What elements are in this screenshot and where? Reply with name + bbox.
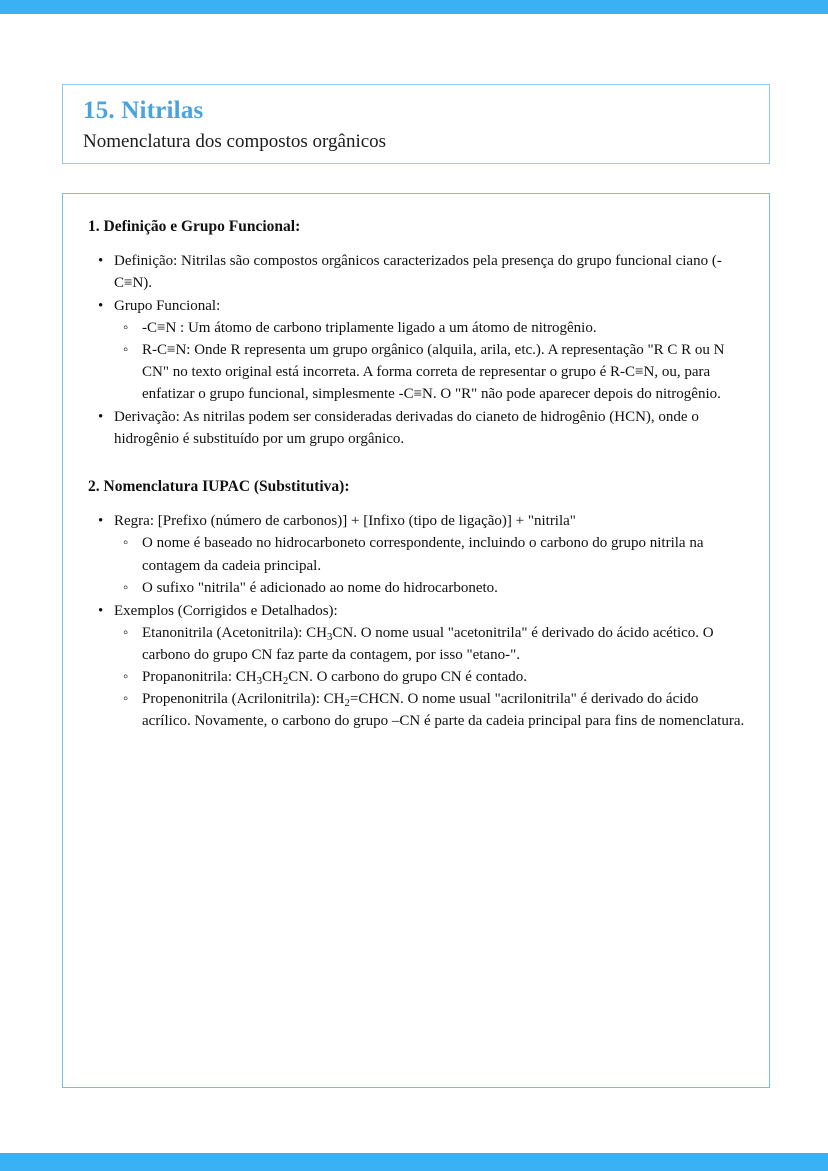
sub-list-item-text: ◦ Etanonitrila (Acetonitrila): $CH_3CN$. O nome usual "acetonitrila" é derivado do ácido acético. O carbono do grupo CN faz parte da contagem, por isso "etano-".: [142, 622, 747, 666]
list-item: [85, 406, 747, 450]
list-item: [85, 600, 747, 732]
list-item-text: • Derivação: As nitrilas podem ser consideradas derivadas do cianeto de hidrogênio (HCN), onde o hidrogênio é substituído por um grupo orgânico.: [114, 406, 747, 450]
sub-list-item: [114, 666, 747, 688]
sub-list-item: [114, 622, 747, 666]
bottom-accent-bar: [0, 1153, 828, 1171]
sub-list-item: [114, 577, 747, 599]
sub-bullet-list: [114, 622, 747, 732]
list-item: [85, 250, 747, 294]
sub-list-item-text: ◦ Propenonitrila (Acrilonitrila): $CH_2=CHCN$. O nome usual "acrilonitrila" é derivado do ácido acrílico. Novamente, o carbono do grupo –CN é parte da cadeia principal para fins de nomenclatura.: [142, 688, 747, 732]
sub-list-item: [114, 317, 747, 339]
list-item-text: • Regra: [Prefixo (número de carbonos)] + [Infixo (tipo de ligação)] + "nitrila": [114, 510, 747, 532]
bullet-list: [85, 510, 747, 731]
sections-container: [85, 218, 747, 732]
sub-list-item-text: ◦ R-C≡N: Onde R representa um grupo orgânico (alquila, arila, etc.). A representação "R C R ou N CN" no texto original está incorreta. A forma correta de representar o grupo é R-C≡N, ou, para enfatizar o grupo funcional, simplesmente -C≡N. O "R" não pode aparecer depois do nitrogênio.: [142, 339, 747, 405]
list-item-text: • Definição: Nitrilas são compostos orgânicos caracterizados pela presença do grupo funcional ciano (-C≡N).: [114, 250, 747, 294]
bullet-list: [85, 250, 747, 450]
title-card: [62, 84, 770, 164]
content-card: [62, 193, 770, 1088]
sub-list-item: [114, 688, 747, 732]
list-item-text: • Grupo Funcional:: [114, 295, 747, 317]
sub-list-item: [114, 532, 747, 576]
top-accent-bar: [0, 0, 828, 14]
page-title: 15. Nitrilas: [83, 97, 204, 124]
sub-list-item-text: ◦ -C≡N : Um átomo de carbono triplamente ligado a um átomo de nitrogênio.: [142, 317, 747, 339]
sub-bullet-list: [114, 317, 747, 405]
list-item-text: • Exemplos (Corrigidos e Detalhados):: [114, 600, 747, 622]
section-heading: 2. Nomenclatura IUPAC (Substitutiva):: [88, 478, 350, 496]
page-subtitle: Nomenclatura dos compostos orgânicos: [83, 130, 387, 152]
sub-bullet-list: [114, 532, 747, 598]
sub-list-item-text: ◦ Propanonitrila: $CH_3CH_2CN$. O carbono do grupo CN é contado.: [142, 666, 747, 688]
sub-list-item-text: ◦ O nome é baseado no hidrocarboneto correspondente, incluindo o carbono do grupo nitrila na contagem da cadeia principal.: [142, 532, 747, 576]
sub-list-item: [114, 339, 747, 405]
section-heading: 1. Definição e Grupo Funcional:: [88, 218, 301, 235]
list-item: [85, 295, 747, 405]
sub-list-item-text: ◦ O sufixo "nitrila" é adicionado ao nome do hidrocarboneto.: [142, 577, 747, 599]
list-item: [85, 510, 747, 598]
